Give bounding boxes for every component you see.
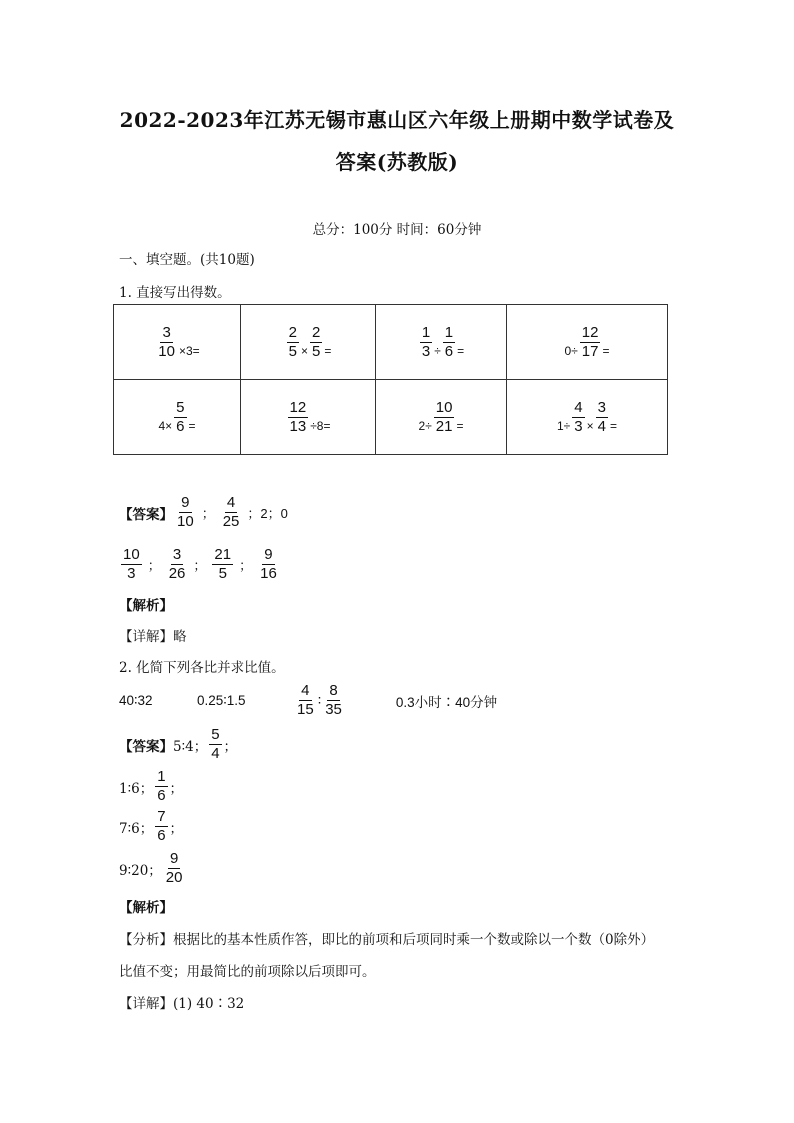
table-cell: $\frac{2}{5}$ $_\times$ $\frac{2}{5}$ $_=$ [241,305,376,380]
fraction: $\frac{9}{10}$ [177,494,194,530]
question-2: 2. 化简下列各比并求比值。 [119,660,285,676]
fraction: $\frac{1}{6}$ [157,768,166,804]
section-heading: 一、填空题。(共10题) [119,252,255,268]
answer-2-line2: 1∶6； $\frac{1}{6}$ ； [119,768,184,804]
fraction: $\frac{5}{4}$ [211,726,220,762]
fraction: $\frac{3}{10}$ [158,323,175,360]
table-cell: $\frac{12}{13}$ $_{\div 8=}$ [241,380,376,455]
ratio-item-a: 40∶32 [119,692,153,708]
ratio-item-b: 0.25∶1.5 [197,692,246,708]
table-row [114,305,668,380]
fraction: $\frac{3}{26}$ [168,546,186,582]
fraction: $\frac{12}{13}$ [289,398,307,435]
fraction: $\frac{3}{4}$ [597,398,606,435]
calculation-table [113,304,668,455]
fraction: $\frac{4}{15}$ [297,682,314,718]
fraction: $\frac{4}{3}$ [574,398,583,435]
score-time-info: 总分：100分 时间：60分钟 [312,222,482,238]
detail-2: 【详解】(1) 40∶32 [119,996,245,1012]
question-1: 1. 直接写出得数。 [119,285,231,301]
fraction: $\frac{1}{3}$ [421,323,431,360]
answer-2-line4: 9∶20； $\frac{9}{20}$ [119,850,183,886]
table-row [114,380,668,455]
analysis-text-2: 比值不变；用最简比的前项除以后项即可。 [119,964,376,980]
fraction: $\frac{7}{6}$ [157,808,166,844]
analysis-label: 【解析】 [119,598,173,614]
fraction: $\frac{5}{6}$ [176,398,185,435]
table-cell: $\frac{3}{10}$ $_{\times 3=}$ [114,305,241,380]
detail-1: 【详解】略 [119,629,187,645]
answer-label: 【答案】 [119,506,173,523]
answer-2-line3: 7∶6； $\frac{7}{6}$ ； [119,808,184,844]
analysis-label-2: 【解析】 [119,900,173,916]
answer-1-line1: 【答案】 $\frac{9}{10}$ ； $\frac{4}{25}$ ；2；0 [119,494,288,530]
document-title-line2: 答案(苏教版) [335,150,459,174]
fraction: $\frac{10}{21}$ [435,398,453,435]
fraction: $\frac{1}{6}$ [444,323,454,360]
question-2-items: 40∶32 0.25∶1.5 $\frac{4}{15}$ ∶ $\frac{8}{35}$ 0.3小时∶40分钟 [119,682,498,718]
fraction: $\frac{12}{17}$ [581,323,599,360]
table-cell: $_{2\div}$ $\frac{10}{21}$ $_=$ [376,380,507,455]
document-title-line1: 2022-2023年江苏无锡市惠山区六年级上册期中数学试卷及 [119,108,675,132]
fraction: $\frac{10}{3}$ [123,546,140,582]
fraction: $\frac{4}{25}$ [222,494,240,530]
fraction: $\frac{2}{5}$ [288,323,297,360]
table-cell: $_{4\times}$ $\frac{5}{6}$ $_=$ [114,380,241,455]
fraction: $\frac{9}{20}$ [165,850,183,886]
answer-1-line2: $\frac{10}{3}$ ； $\frac{3}{26}$ ； $\frac{21}{5}$ ； $\frac{9}{16}$ [123,546,277,582]
ratio-item-d: 0.3小时∶40分钟 [395,694,498,710]
table-cell: $_{1\div}$ $\frac{4}{3}$ $_\times$ $\frac{3}{4}$ $_=$ [507,380,668,455]
fraction: $\frac{8}{35}$ [325,682,342,718]
fraction: $\frac{21}{5}$ [214,546,232,582]
table-cell: $_{0\div}$ $\frac{12}{17}$ $_=$ [507,305,668,380]
fraction: $\frac{9}{16}$ [260,546,277,582]
table-cell: $\frac{1}{3}$ $_\div$ $\frac{1}{6}$ $_=$ [376,305,507,380]
analysis-text-1: 【分析】根据比的基本性质作答，即比的前项和后项同时乘一个数或除以一个数（0除外） [119,932,655,948]
fraction: $\frac{2}{5}$ [312,323,321,360]
answer-2-line1: 【答案】 5∶4； $\frac{5}{4}$ ； [119,726,238,762]
